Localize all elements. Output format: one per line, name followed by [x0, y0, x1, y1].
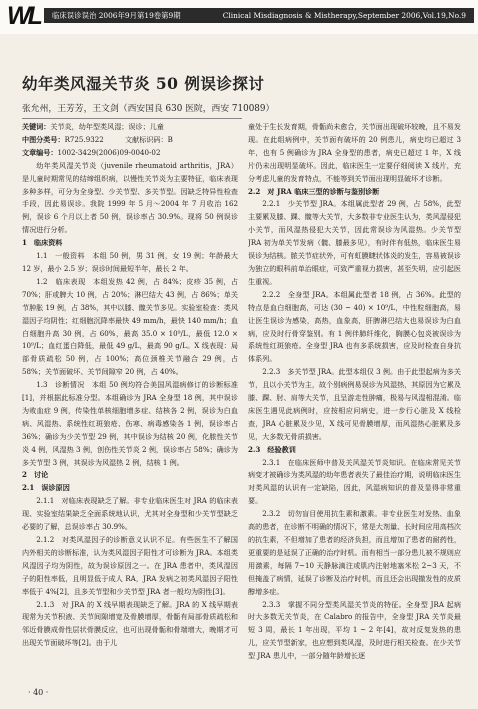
field-label: 中图分类号： — [22, 134, 65, 144]
left-section-heading: 1 临床资料 — [22, 238, 63, 248]
right-section-heading: 2.3 经验教训 — [248, 444, 296, 454]
journal-name-cn: 临床误诊误治 2006年9月第19卷第9期 — [52, 11, 181, 20]
left-section-heading: 2.1 误诊原因 — [22, 483, 70, 493]
right-paragraph: 2.2.3 多关节型 JRA。此型本组仅 3 例。由于此型起病为多关节，且以小关节为主，故个别病例易误诊为风湿热，其原因为它累及膝、踝、肘、肩等大关节，且呈游走性肿痛，极易与风湿相混淆。临床医生遇见此病例时，应按相应问病史，进一步行心脏及 X 线检查，JRA 心脏累及少见，X 线可见骨膜增厚，而风湿热心脏累及多见，大多数无骨质损害。 — [248, 367, 461, 441]
left-paragraph: 2.1.2 对类风湿因子的诊断意义认识不足。有些医生不了解国内外相关的诊断标准，认为类风湿因子阳性才可诊断为 JRA。本组类风湿因子均为阴性，故为误诊原因之一。在 JRA 患者中，类风湿因子的阳性率低，且明显低于成人 RA，JRA 发病之初类风湿因子阳性率低于 4%[2]，且多关节型和少关节型 JRA 者一般均为阴性[3]。 — [22, 535, 238, 596]
left-column — [22, 121, 238, 687]
left-keyword-line — [22, 121, 238, 134]
right-paragraph: 2.2.1 少关节型 JRA。本组属此型者 29 例，占 58%，此型主要累及膝、踝、髋等大关节，大多数非专业医生认为，类风湿侵犯小关节，而风湿热侵犯大关节，因此常误诊为风湿热。少关节型 JRA 初为单关节发病（髋、膝最多见），有时伴有低热，临床医生易误诊为结核。脓关节症状外，可有虹膜睫状体炎的发生，容易被误诊为独立的眼科前单治眼症，可致严重视力损害，甚至失明，应引起医生重视。 — [248, 199, 461, 286]
left-section-heading: 2 讨论 — [22, 470, 49, 480]
journal-logo: WL — [7, 2, 40, 30]
left-paragraph: 2.1.1 对临床表现缺乏了解。非专业临床医生对 JRA 的临床表现、实验室结果缺乏全面系统地认识，尤其对全身型和少关节型缺乏必要的了解，总误诊率占 30.9%。 — [22, 496, 238, 532]
left-paragraph: 1.3 诊断情况 本组 50 例均符合美国风湿病修订的诊断标准[1]，并根据此标准分型。本组确诊为 JRA 全身型 18 例，其中误诊为败血症 9 例，传染性单核细胞增多症、结核各 2 例，误诊为白血病、风湿热、系统性红斑狼疮、伤寒、病毒感染各 1 例，误诊率占 36%；确诊为少关节型 29 例，其中误诊为结核 20 例，化脓性关节炎 4 例，风湿热 3 例，创伤性关节炎 2 例，误诊率占 58%；确诊为多关节型 3 例，其误诊为风湿热 2 例，结核 1 例。 — [22, 380, 238, 467]
left-paragraph: 2.1.3 对 JRA 的 X 线早期表现缺乏了解。JRA 的 X 线早期表现常为关节积液、关节间隙增宽及骨膜增厚，骨骺有局部骨质疏松和邻近骨膜成骨性层状骨膜反应，也可出现骨骺和骨端增大，晚期才可出现关节面破坏等[2]。由于儿 — [22, 599, 238, 648]
journal-header — [0, 0, 478, 34]
page-number: · 40 · — [28, 688, 49, 697]
right-section-heading: 2.2 对 JRA 临床三型的诊断与鉴别诊断 — [248, 186, 380, 196]
left-keyword-line — [22, 147, 238, 160]
left-keyword-line — [22, 134, 238, 147]
left-paragraph: 1.2 临床表现 本组发热 42 例，占 84%；皮疹 35 例，占 70%；肝或脾大 10 例，占 20%；淋巴结大 43 例，占 86%；单关节肿胀 19 例，占 38%，其中以膝、髋关节多见。实验室检查：类风湿因子均阴性；红细胞沉降率最快 49 mm/h，最快 140 mm/h；血白细胞升高 30 例，占 60%，最高 35.0 × 10⁹/L，最低 12.0 × 10⁹/L；血红蛋白降低，最低 49 g/L，最高 90 g/L。X 线表现：局部骨质疏松 50 例，占 100%；高位颈椎关节融合 29 例，占 58%；关节面破坏、关节间隙窄 20 例，占 40%。 — [22, 276, 238, 377]
journal-name-en: Clinical Misdiagnosis & Mistherapy,September 2006,Vol.19,No.9 — [222, 11, 466, 20]
right-paragraph: 2.3.1 在临床医师中普及关风湿关节炎知识。在临床常见关节病变才被确诊为类风湿的幼年患者表失了最佳治疗期，说明临床医生对类风湿的认识有一定缺陷，因此，风湿病知识的普及显得非常重要。 — [248, 457, 461, 506]
field-value: R725.9322 文献标识码：B — [64, 134, 173, 144]
field-label: 关键词： — [22, 122, 51, 131]
right-paragraph: 2.2.2 全身型 JRA。本组属此型者 18 例，占 36%。此型的特点是血白细胞高，可达 (30 ~ 40) × 10⁹/L，中性粒细胞高，易让医生误诊为感染，高热，血象高，肝脾淋巴结大也易误诊为白血病，应及时行骨穿鉴别。有 1 例伴肺纤维化，胸膜心包炎被误诊为系统性红斑狼疮。全身型 JRA 也有多系统损害，应及时检查自身抗体系列。 — [248, 289, 461, 364]
left-paragraph: 1.1 一般资料 本组 50 例，男 31 例，女 19 例；年龄最大 12 岁，最小 2.5 岁；误诊时间最短半年，最长 2 年。 — [22, 251, 238, 273]
right-paragraph: 2.3.2 切勿盲目使用抗生素和激素。非专业医生对发热、血象高的患者，在诊断不明确的情况下，常是大剂量、长时间应用高档次的抗生素，不但增加了患者的经济负担，而且增加了患者的耐药性，更重要的是延误了正确的治疗时机。而有相当一部分患儿被不规则应用激素，每隔 7~10 天静脉滴注或肌内注射地塞米松 2~3 天，不但掩盖了病情，延误了诊断及治疗时机，而且还会出现撤发性的皮质醇增多症。 — [248, 509, 461, 596]
article-authors: 张允州，王芳芳，王文剑（西安国良 630 医院，西安 710089） — [22, 104, 275, 114]
right-paragraph: 2.3.3 掌握不同分型类风湿关节炎的特征。全身型 JRA 起病时大多数无关节炎，在 Calabro 的报告中，全身型 JRA 关节炎最短 3 周，最长 1 年出现，平均 1 ~ 2 年[4]，故对反复发热的患儿，应关节型新家，也应想到类风湿，及时进行相关检查。在少关节型 JRA 患儿中，一部分随年龄增长逐 — [248, 599, 461, 661]
field-value: 关节炎，幼年型类风湿；误诊；儿童 — [50, 122, 164, 131]
field-value: 1002-3429(2006)09-0040-02 — [57, 147, 161, 157]
article-title: 幼年类风湿关节炎 50 例误诊探讨 — [22, 74, 265, 93]
left-paragraph: 幼年类风湿关节炎（juvenile rheumatoid arthritis，JRA）是儿童时期常见的结缔组织病，以慢性关节炎为主要特征，临床表现多种多样，可分为全身型、少关节型、多关节型。因缺乏特异性检查手段，因此易误诊。我院 1999 年 5 月～2004 年 7 月收治 162 例，误诊 6 个月以上者 50 例，误诊率占 30.9%。现将 50 例误诊情况进行分析。 — [22, 160, 238, 235]
right-paragraph: 童处于生长发育期，骨骺尚未愈合，关节面出现破坏较晚，且不易发现。在此组病例中，关节面有破坏的 20 例患儿，病史均已超过 3 年，也有 5 例确诊为 JRA 全身型的患者，病史已超过 1 年，X 线片仍未出现明显破坏。因此，临床医生一定要仔细阅读 X 线片，充分考虑儿童的发育特点，不能等到关节面出现明显破坏才诊断。 — [248, 122, 461, 183]
field-label: 文章编号： — [22, 147, 58, 157]
right-column — [248, 121, 461, 687]
journal-header-bar — [44, 8, 474, 23]
title-divider — [22, 118, 242, 119]
